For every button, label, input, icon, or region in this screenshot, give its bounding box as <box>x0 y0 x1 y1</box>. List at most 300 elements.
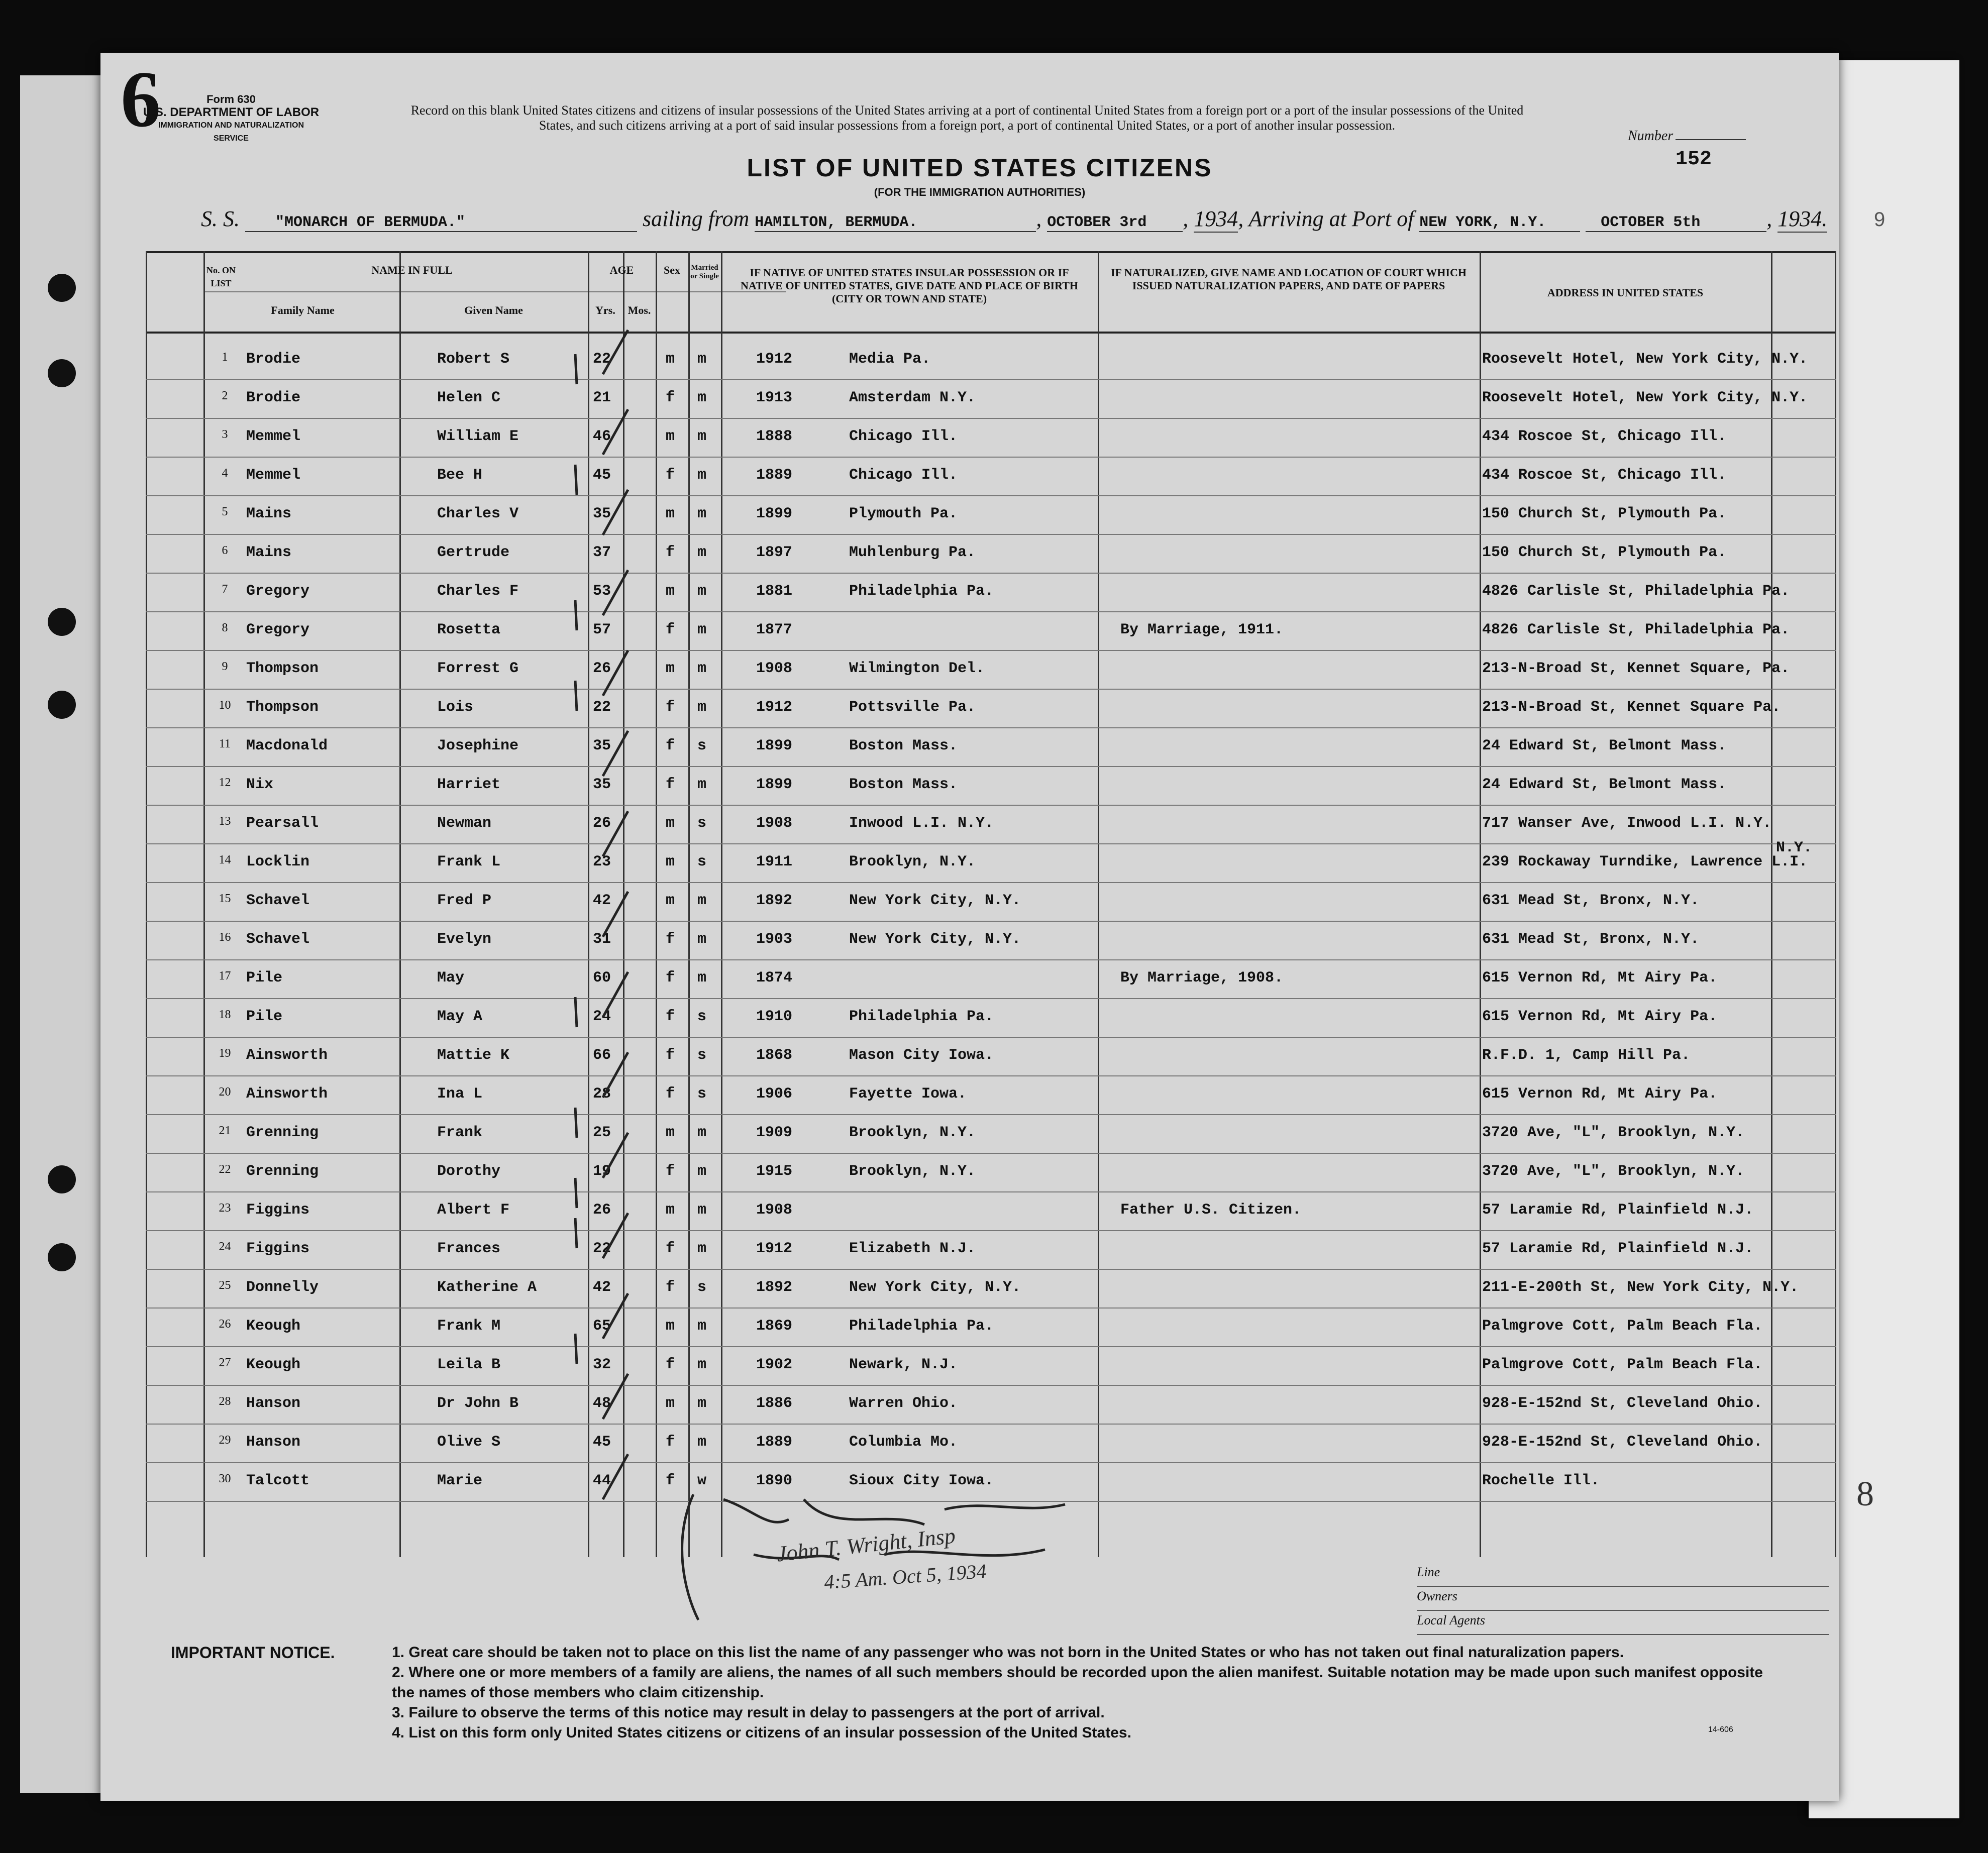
family-name: Figgins <box>246 1202 310 1219</box>
address: 239 Rockaway Turndike, Lawrence L.I. <box>1482 853 1808 870</box>
inspection-time: 4:5 Am. Oct 5, 1934 <box>823 1559 987 1594</box>
naturalization: By Marriage, 1908. <box>1120 969 1284 987</box>
given-name: Evelyn <box>437 931 492 948</box>
sex: f <box>666 699 675 716</box>
address: 3720 Ave, "L", Brooklyn, N.Y. <box>1482 1163 1745 1180</box>
address: 57 Laramie Rd, Plainfield N.J. <box>1482 1240 1754 1257</box>
row-number: 19 <box>219 1047 231 1060</box>
row-number: 7 <box>222 583 228 596</box>
age-years: 23 <box>593 853 611 870</box>
list-number: 152 <box>1676 148 1712 171</box>
row-number: 24 <box>219 1240 231 1253</box>
given-name: Charles F <box>437 583 519 600</box>
birth-year: 1889 <box>756 1434 793 1451</box>
row-number: 29 <box>219 1434 231 1447</box>
marital-status: m <box>697 583 707 600</box>
marital-status: m <box>697 1434 707 1451</box>
age-years: 21 <box>593 389 611 406</box>
address: 150 Church St, Plymouth Pa. <box>1482 505 1727 522</box>
age-years: 60 <box>593 969 611 987</box>
row-number: 25 <box>219 1279 231 1292</box>
notice-item: 4. List on this form only United States citizens or citizens of an insular possession of the United States. <box>392 1724 1131 1741</box>
sex: m <box>666 1395 675 1412</box>
address: 211-E-200th St, New York City, N.Y. <box>1482 1279 1799 1296</box>
row-number: 22 <box>219 1163 231 1176</box>
header-given-name: Given Name <box>464 304 523 316</box>
given-name: Gertrude <box>437 544 510 561</box>
birth-place: Amsterdam N.Y. <box>849 389 976 406</box>
birth-place: Brooklyn, N.Y. <box>849 853 976 870</box>
row-number: 1 <box>222 351 228 364</box>
birth-place: Boston Mass. <box>849 737 958 754</box>
given-name: William E <box>437 428 519 445</box>
given-name: May A <box>437 1008 483 1025</box>
binder-hole <box>48 274 76 302</box>
header-birth: IF NATIVE OF UNITED STATES INSULAR POSSESSION OR IF NATIVE OF UNITED STATES, GIVE DATE AND PLACE OF BIRTH (CITY OR TOWN AND STATE) <box>741 266 1078 305</box>
family-name: Memmel <box>246 467 301 484</box>
birth-year: 1897 <box>756 544 793 561</box>
given-name: Dr John B <box>437 1395 519 1412</box>
table-row <box>146 728 1836 767</box>
given-name: Harriet <box>437 776 501 793</box>
table-row <box>146 922 1836 960</box>
arriving-label: Arriving at Port of <box>1248 206 1414 231</box>
family-name: Brodie <box>246 351 301 368</box>
sex: m <box>666 428 675 445</box>
age-years: 45 <box>593 1434 611 1451</box>
birth-year: 1913 <box>756 389 793 406</box>
given-name: Bee H <box>437 467 483 484</box>
family-name: Locklin <box>246 853 310 870</box>
header-married-single: Married or Single <box>690 264 719 280</box>
sex: f <box>666 1356 675 1373</box>
sex: m <box>666 583 675 600</box>
birth-year: 1915 <box>756 1163 793 1180</box>
table-row <box>146 1154 1836 1192</box>
family-name: Pile <box>246 969 283 987</box>
address: 213-N-Broad St, Kennet Square Pa. <box>1482 699 1781 716</box>
table-row <box>146 458 1836 496</box>
table-row <box>146 999 1836 1038</box>
address: 717 Wanser Ave, Inwood L.I. N.Y. <box>1482 815 1772 832</box>
sex: m <box>666 660 675 677</box>
sex: f <box>666 1434 675 1451</box>
marital-status: s <box>697 1085 707 1103</box>
birth-year: 1910 <box>756 1008 793 1025</box>
given-name: Robert S <box>437 351 510 368</box>
age-years: 35 <box>593 737 611 754</box>
age-years: 57 <box>593 621 611 638</box>
birth-year: 1912 <box>756 1240 793 1257</box>
notice-item: 3. Failure to observe the terms of this notice may result in delay to passengers at the port of arrival. <box>392 1704 1105 1721</box>
age-years: 35 <box>593 505 611 522</box>
address: R.F.D. 1, Camp Hill Pa. <box>1482 1047 1691 1064</box>
age-years: 53 <box>593 583 611 600</box>
given-name: Mattie K <box>437 1047 510 1064</box>
table-row <box>146 419 1836 458</box>
age-years: 35 <box>593 776 611 793</box>
birth-place: Philadelphia Pa. <box>849 583 994 600</box>
birth-year: 1912 <box>756 699 793 716</box>
marital-status: m <box>697 621 707 638</box>
birth-year: 1903 <box>756 931 793 948</box>
birth-place: Muhlenburg Pa. <box>849 544 976 561</box>
birth-year: 1869 <box>756 1318 793 1335</box>
row-number: 3 <box>222 428 228 441</box>
corner-mark: 6 <box>121 54 161 144</box>
marital-status: s <box>697 815 707 832</box>
birth-place: Chicago Ill. <box>849 428 958 445</box>
birth-place: Brooklyn, N.Y. <box>849 1124 976 1141</box>
sex: f <box>666 1240 675 1257</box>
given-name: Forrest G <box>437 660 519 677</box>
age-years: 42 <box>593 1279 611 1296</box>
table-row <box>146 806 1836 844</box>
sex: m <box>666 1202 675 1219</box>
birth-place: Plymouth Pa. <box>849 505 958 522</box>
age-years: 45 <box>593 467 611 484</box>
sex: f <box>666 467 675 484</box>
given-name: May <box>437 969 465 987</box>
birth-year: 1889 <box>756 467 793 484</box>
age-years: 22 <box>593 1240 611 1257</box>
birth-place: Sioux City Iowa. <box>849 1472 994 1489</box>
ss-label: S. S. <box>201 206 240 231</box>
table-row <box>146 767 1836 806</box>
birth-place: Boston Mass. <box>849 776 958 793</box>
marital-status: w <box>697 1472 707 1489</box>
notice-item: 1. Great care should be taken not to place on this list the name of any passenger who was not born in the United States or who has not taken out final naturalization papers. <box>392 1644 1624 1661</box>
address: Rochelle Ill. <box>1482 1472 1600 1489</box>
line-field: Line <box>1417 1565 1829 1587</box>
sailing-label: sailing from <box>643 206 750 231</box>
age-years: 26 <box>593 1202 611 1219</box>
address: 928-E-152nd St, Cleveland Ohio. <box>1482 1395 1763 1412</box>
birth-place: Philadelphia Pa. <box>849 1318 994 1335</box>
arrival-port: NEW YORK, N.Y. <box>1419 214 1580 232</box>
sex: f <box>666 1472 675 1489</box>
binder-hole <box>48 359 76 387</box>
family-name: Thompson <box>246 660 319 677</box>
row-number: 16 <box>219 931 231 944</box>
sex: f <box>666 621 675 638</box>
marital-status: m <box>697 776 707 793</box>
form-number: Form 630 <box>206 93 256 105</box>
age-years: 19 <box>593 1163 611 1180</box>
birth-place: New York City, N.Y. <box>849 931 1021 948</box>
table-row <box>146 1038 1836 1076</box>
row-number: 21 <box>219 1124 231 1137</box>
binder-strip <box>20 75 106 1793</box>
binder-hole <box>48 1243 76 1271</box>
sex: f <box>666 1279 675 1296</box>
marital-status: m <box>697 1240 707 1257</box>
sex: f <box>666 544 675 561</box>
given-name: Frank M <box>437 1318 501 1335</box>
age-years: 22 <box>593 699 611 716</box>
birth-year: 1909 <box>756 1124 793 1141</box>
family-name: Hanson <box>246 1395 301 1412</box>
birth-place: New York City, N.Y. <box>849 1279 1021 1296</box>
header-sex: Sex <box>664 264 680 276</box>
family-name: Grenning <box>246 1124 319 1141</box>
row-number: 9 <box>222 660 228 673</box>
marital-status: m <box>697 1124 707 1141</box>
birth-place: New York City, N.Y. <box>849 892 1021 909</box>
marital-status: s <box>697 737 707 754</box>
table-row <box>146 1425 1836 1463</box>
sex: f <box>666 389 675 406</box>
birth-year: 1868 <box>756 1047 793 1064</box>
age-years: 25 <box>593 1124 611 1141</box>
row-number: 11 <box>219 737 231 750</box>
voyage-line: S. S. "MONARCH OF BERMUDA." sailing from HAMILTON, BERMUDA. , OCTOBER 3rd , 1934, Arriving at Port of NEW YORK, N.Y. OCTOBER 5th , 1934. <box>201 206 1859 233</box>
family-name: Brodie <box>246 389 301 406</box>
owners-field: Owners <box>1417 1589 1829 1611</box>
row-number: 26 <box>219 1318 231 1331</box>
marital-status: m <box>697 1202 707 1219</box>
sex: f <box>666 1047 675 1064</box>
form-code: 14-606 <box>1708 1725 1733 1734</box>
marital-status: m <box>697 969 707 987</box>
family-name: Memmel <box>246 428 301 445</box>
header-family-name: Family Name <box>271 304 335 316</box>
family-name: Keough <box>246 1356 301 1373</box>
table-row <box>146 690 1836 728</box>
row-number: 23 <box>219 1202 231 1215</box>
table-row <box>146 651 1836 690</box>
row-number: 15 <box>219 892 231 905</box>
address: 3720 Ave, "L", Brooklyn, N.Y. <box>1482 1124 1745 1141</box>
sex: f <box>666 1085 675 1103</box>
marital-status: m <box>697 505 707 522</box>
marital-status: s <box>697 1279 707 1296</box>
notice-lead: IMPORTANT NOTICE. <box>171 1644 335 1662</box>
birth-year: 1892 <box>756 892 793 909</box>
address: 631 Mead St, Bronx, N.Y. <box>1482 931 1700 948</box>
given-name: Leila B <box>437 1356 501 1373</box>
table-row <box>146 960 1836 999</box>
given-name: Ina L <box>437 1085 483 1103</box>
side-mark: 8 <box>1856 1475 1874 1513</box>
age-years: 48 <box>593 1395 611 1412</box>
table-row <box>146 1270 1836 1309</box>
family-name: Keough <box>246 1318 301 1335</box>
family-name: Mains <box>246 505 292 522</box>
given-name: Frances <box>437 1240 501 1257</box>
birth-year: 1908 <box>756 815 793 832</box>
family-name: Nix <box>246 776 274 793</box>
page-subtitle: (FOR THE IMMIGRATION AUTHORITIES) <box>874 186 1086 198</box>
ship-name: "MONARCH OF BERMUDA." <box>245 214 637 232</box>
given-name: Albert F <box>437 1202 510 1219</box>
address: 57 Laramie Rd, Plainfield N.J. <box>1482 1202 1754 1219</box>
age-years: 26 <box>593 660 611 677</box>
birth-place: Elizabeth N.J. <box>849 1240 976 1257</box>
important-notice <box>171 1643 1778 1743</box>
marital-status: m <box>697 1163 707 1180</box>
birth-place: Fayette Iowa. <box>849 1085 967 1103</box>
table-row <box>146 496 1836 535</box>
marital-status: m <box>697 467 707 484</box>
departure-port: HAMILTON, BERMUDA. <box>755 214 1036 232</box>
birth-year: 1899 <box>756 737 793 754</box>
family-name: Grenning <box>246 1163 319 1180</box>
form-identifier <box>141 93 322 145</box>
sex: m <box>666 815 675 832</box>
birth-place: Chicago Ill. <box>849 467 958 484</box>
address: 631 Mead St, Bronx, N.Y. <box>1482 892 1700 909</box>
table-row <box>146 1076 1836 1115</box>
age-years: 22 <box>593 351 611 368</box>
given-name: Olive S <box>437 1434 501 1451</box>
address: 434 Roscoe St, Chicago Ill. <box>1482 467 1727 484</box>
sex: m <box>666 1318 675 1335</box>
header-naturalized: IF NATURALIZED, GIVE NAME AND LOCATION OF COURT WHICH ISSUED NATURALIZATION PAPERS, AND DATE OF PAPERS <box>1111 266 1467 292</box>
manifest-sheet <box>100 53 1886 1801</box>
sex: m <box>666 892 675 909</box>
birth-place: Mason City Iowa. <box>849 1047 994 1064</box>
age-years: 37 <box>593 544 611 561</box>
sex: f <box>666 737 675 754</box>
age-years: 32 <box>593 1356 611 1373</box>
local-agents-field: Local Agents <box>1417 1613 1829 1635</box>
birth-year: 1908 <box>756 1202 793 1219</box>
birth-place: Inwood L.I. N.Y. <box>849 815 994 832</box>
table-row <box>146 839 1836 883</box>
naturalization: By Marriage, 1911. <box>1120 621 1284 638</box>
marital-status: m <box>697 544 707 561</box>
table-row <box>146 1347 1836 1386</box>
family-name: Mains <box>246 544 292 561</box>
binder-hole <box>48 608 76 636</box>
family-name: Thompson <box>246 699 319 716</box>
given-name: Marie <box>437 1472 483 1489</box>
naturalization: Father U.S. Citizen. <box>1120 1202 1302 1219</box>
marital-status: m <box>697 1318 707 1335</box>
birth-place: Philadelphia Pa. <box>849 1008 994 1025</box>
age-years: 28 <box>593 1085 611 1103</box>
given-name: Josephine <box>437 737 519 754</box>
age-years: 26 <box>593 815 611 832</box>
header-address: ADDRESS IN UNITED STATES <box>1547 286 1704 299</box>
given-name: Dorothy <box>437 1163 501 1180</box>
age-years: 24 <box>593 1008 611 1025</box>
given-name: Charles V <box>437 505 519 522</box>
age-years: 31 <box>593 931 611 948</box>
departure-date: OCTOBER 3rd <box>1047 214 1183 232</box>
marital-status: m <box>697 351 707 368</box>
agency-box <box>1417 1565 1829 1637</box>
given-name: Lois <box>437 699 474 716</box>
family-name: Figgins <box>246 1240 310 1257</box>
age-years: 46 <box>593 428 611 445</box>
passenger-table <box>146 251 1836 1557</box>
binder-hole <box>48 691 76 719</box>
header-mos: Mos. <box>627 304 651 316</box>
address: Palmgrove Cott, Palm Beach Fla. <box>1482 1356 1763 1373</box>
birth-year: 1902 <box>756 1356 793 1373</box>
birth-place: Brooklyn, N.Y. <box>849 1163 976 1180</box>
sex: m <box>666 351 675 368</box>
intro-text: Record on this blank United States citizens and citizens of insular possessions of the United States arriving at a port of continental United States from a foreign port or a port of the insular possessions of the United States, and such citizens arriving at a port of said insular possessions from a foreign port, a port of continental United States, or a port of another insular possession. <box>410 103 1524 133</box>
table-row <box>146 1192 1836 1231</box>
header-name-in-full: NAME IN FULL <box>371 264 453 276</box>
birth-year: 1888 <box>756 428 793 445</box>
birth-place: Newark, N.J. <box>849 1356 958 1373</box>
address: Roosevelt Hotel, New York City, N.Y. <box>1482 389 1808 406</box>
birth-year: 1881 <box>756 583 793 600</box>
family-name: Talcott <box>246 1472 310 1489</box>
address: 24 Edward St, Belmont Mass. <box>1482 776 1727 793</box>
arrival-year: 1934. <box>1777 206 1827 233</box>
table-row <box>146 1309 1836 1347</box>
table-row <box>146 1115 1836 1154</box>
birth-year: 1886 <box>756 1395 793 1412</box>
marital-status: m <box>697 1356 707 1373</box>
row-number: 12 <box>219 776 231 789</box>
table-row <box>146 342 1836 380</box>
sex: m <box>666 505 675 522</box>
row-number: 8 <box>222 621 228 634</box>
service: IMMIGRATION AND NATURALIZATION SERVICE <box>158 121 304 143</box>
row-number: 18 <box>219 1008 231 1021</box>
birth-place: Columbia Mo. <box>849 1434 958 1451</box>
sex: m <box>666 1124 675 1141</box>
address: 150 Church St, Plymouth Pa. <box>1482 544 1727 561</box>
family-name: Pile <box>246 1008 283 1025</box>
row-number: 5 <box>222 505 228 518</box>
inspector-signature: John T. Wright, Insp <box>775 1523 957 1567</box>
age-years: 65 <box>593 1318 611 1335</box>
address: 615 Vernon Rd, Mt Airy Pa. <box>1482 969 1718 987</box>
birth-year: 1911 <box>756 853 793 870</box>
header-age: AGE <box>609 264 634 276</box>
table-row <box>146 1386 1836 1425</box>
age-years: 44 <box>593 1472 611 1489</box>
address: 4826 Carlisle St, Philadelphia Pa. <box>1482 621 1790 638</box>
address: 434 Roscoe St, Chicago Ill. <box>1482 428 1727 445</box>
address: Palmgrove Cott, Palm Beach Fla. <box>1482 1318 1763 1335</box>
marital-status: m <box>697 660 707 677</box>
family-name: Ainsworth <box>246 1085 328 1103</box>
row-number: 28 <box>219 1395 231 1408</box>
side-digit: 9 <box>1874 208 1886 231</box>
page-title: LIST OF UNITED STATES CITIZENS <box>747 154 1213 182</box>
family-name: Hanson <box>246 1434 301 1451</box>
birth-place: Warren Ohio. <box>849 1395 958 1412</box>
birth-year: 1877 <box>756 621 793 638</box>
family-name: Schavel <box>246 892 310 909</box>
marital-status: m <box>697 428 707 445</box>
table-row <box>146 380 1836 419</box>
row-number: 30 <box>219 1472 231 1485</box>
address: 928-E-152nd St, Cleveland Ohio. <box>1482 1434 1763 1451</box>
marital-status: m <box>697 389 707 406</box>
number-field <box>1628 128 1746 144</box>
arrival-date: OCTOBER 5th <box>1586 214 1766 232</box>
row-number: 13 <box>219 815 231 828</box>
marital-status: m <box>697 1395 707 1412</box>
family-name: Pearsall <box>246 815 319 832</box>
address: 24 Edward St, Belmont Mass. <box>1482 737 1727 754</box>
sex: f <box>666 931 675 948</box>
binder-hole <box>48 1165 76 1193</box>
birth-year: 1899 <box>756 505 793 522</box>
row-number: 20 <box>219 1085 231 1099</box>
given-name: Rosetta <box>437 621 501 638</box>
marital-status: s <box>697 853 707 870</box>
